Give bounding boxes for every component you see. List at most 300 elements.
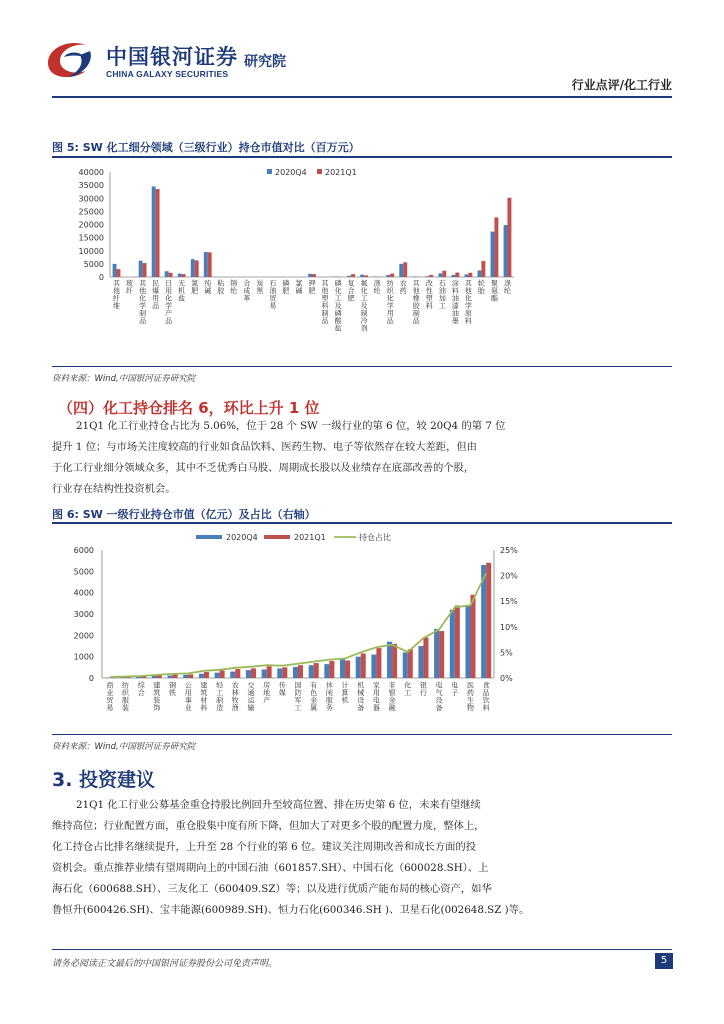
bar-2021Q1 [439,631,444,678]
bar-2020Q4 [334,276,338,277]
x-category-label: 设 [435,696,443,705]
x-category-label: 维 [113,302,121,310]
bar-2020Q4 [491,232,495,277]
bar-2020Q4 [403,652,408,678]
bar-2020Q4 [356,657,361,678]
report-category: 行业点评/化工行业 [571,78,672,92]
bar-2021Q1 [494,217,498,277]
bar-2021Q1 [208,252,212,277]
x-category-label: 成 [243,287,251,295]
x-category-label: 建 [200,681,208,690]
x-category-label: 品 [386,317,394,325]
x-category-label: 无 [178,279,186,288]
bar-2021Q1 [173,675,178,678]
x-category-label: 筑 [200,689,208,697]
x-category-label: 综 [137,681,145,690]
bar-2021Q1 [329,661,334,678]
x-category-label: 计 [341,681,349,690]
legend-label-2021Q1: 2021Q1 [325,168,357,177]
x-category-label: 化 [334,287,342,295]
x-category-label: 属 [310,704,318,712]
bar-2020Q4 [152,186,156,277]
y2-tick-label: 25% [500,546,518,555]
x-category-label: 药 [399,287,407,295]
x-category-label: 制 [321,309,329,318]
bar-2020Q4 [399,264,403,277]
bar-2020Q4 [504,225,508,277]
x-category-label: 爆 [152,287,160,295]
x-category-label: 学 [139,302,147,310]
bar-2020Q4 [215,673,220,678]
x-category-label: 胎 [477,287,485,295]
x-category-label: 学 [165,302,173,310]
section3-line: 海石化（600688.SH）、三友化工（600409.SZ）等；以及进行优质产能布局的核心资产，如华 [52,883,492,895]
x-category-label: 氮 [191,279,199,288]
legend-label-share: 持仓占比 [359,533,391,542]
y-tick-label: 4000 [73,588,94,598]
bar-2021Q1 [403,262,407,277]
x-category-label: 筑 [153,689,161,697]
x-category-label: 油 [438,287,446,295]
x-category-label: 休 [325,681,333,690]
x-category-label: 金 [310,696,318,705]
x-category-label: 墨 [451,317,459,325]
x-category-label: 地 [263,689,271,697]
figure6-title: 图 6: SW 一级行业持仓市值（亿元）及占比（右轴） [52,508,316,521]
company-logo [40,35,310,85]
x-category-label: 塑 [425,294,433,303]
x-category-label: 复 [347,279,355,288]
section3-paragraph [52,795,674,921]
x-category-label: 涂 [451,279,459,288]
x-category-label: 性 [425,287,433,295]
x-category-label: 磷 [334,309,342,318]
x-category-label: 色 [310,689,318,697]
x-category-label: 务 [325,704,333,712]
bar-2021Q1 [298,665,303,678]
figure5-bottom-rule [52,366,672,367]
section3-line: 化工持仓占比排名继续提升，上升至 28 个行业的第 6 位。建议关注周期改善和成长方面的投 [52,841,477,853]
y-tick-label: 40000 [78,168,104,177]
x-category-label: 学 [386,302,394,310]
bar-2021Q1 [376,648,381,678]
x-category-label: 磷 [282,279,290,288]
bar-2020Q4 [386,275,390,277]
bar-2020Q4 [347,276,351,277]
y-tick-label: 35000 [78,181,104,191]
x-category-label: 工 [438,302,446,310]
legend-label-2020Q4: 2020Q4 [226,533,258,542]
x-category-label: 铁 [169,689,177,697]
legend-label-2021Q1: 2021Q1 [294,533,326,542]
x-category-label: 碱 [295,287,303,295]
x-category-label: 纺 [122,681,130,690]
x-category-label: 电 [435,681,443,690]
section4-heading: （四）化工持仓排名 6，环比上升 1 位 [58,399,320,417]
figure6-top-rule [52,522,672,524]
x-category-label: 料 [482,704,490,712]
bar-2020Q4 [451,275,455,277]
bar-2021Q1 [392,644,397,678]
bar-2021Q1 [282,667,287,678]
bar-2020Q4 [478,270,482,277]
x-category-label: 家 [372,681,380,690]
logo-subtitle: 研究院 [244,54,286,70]
x-category-label: 胶 [217,287,225,295]
bar-2021Q1 [195,260,199,277]
figure5-title: 图 5: SW 化工细分领域（三级行业）持仓市值对比（百万元） [52,141,360,154]
x-category-label: 料 [451,287,459,295]
x-category-label: 钾 [308,279,316,288]
x-category-label: 机 [341,696,349,705]
x-category-label: 盐 [334,324,342,333]
x-category-label: 工 [216,689,224,697]
y2-tick-label: 10% [500,622,518,632]
bar-2020Q4 [412,276,416,277]
section3-heading: 3. 投资建议 [52,769,156,791]
bar-2020Q4 [450,610,455,678]
x-category-label: 合 [137,689,145,697]
x-category-label: 输 [247,704,255,712]
bar-2021Q1 [470,595,475,678]
x-category-label: 物 [466,704,474,712]
bar-2021Q1 [312,274,316,277]
y-tick-label: 6000 [73,546,94,555]
figure6-bottom-rule [52,734,672,735]
bar-2020Q4 [191,259,195,277]
x-category-label: 用 [184,689,192,697]
x-category-label: 机 [178,287,186,295]
bar-2020Q4 [230,672,235,678]
bar-2020Q4 [199,674,204,678]
y-tick-label: 0 [88,674,94,683]
x-category-label: 电 [372,696,380,705]
x-category-label: 其 [321,279,329,288]
x-category-label: 公 [184,681,192,690]
y-tick-label: 1000 [73,652,94,662]
galaxy-logo-icon [40,35,100,85]
x-category-label: 石 [438,279,446,288]
x-category-label: 装 [122,704,130,712]
x-category-label: 闲 [325,689,333,697]
x-category-label: 油 [451,309,459,318]
header-rule [52,96,672,98]
x-category-label: 轮 [477,279,485,288]
x-category-label: 品 [412,317,420,325]
x-category-label: 业 [184,704,192,712]
bar-2020Q4 [262,669,267,678]
x-category-label: 品 [152,302,160,310]
bar-2020Q4 [371,655,376,678]
bar-2021Q1 [182,274,186,277]
x-category-label: 运 [247,696,255,705]
bar-2020Q4 [340,659,345,678]
x-category-label: 通 [247,689,255,697]
section4-paragraph [52,416,674,500]
x-category-label: 纺 [386,279,394,288]
x-category-label: 军 [294,696,302,705]
x-category-label: 他 [321,287,329,295]
x-category-label: 制 [216,696,224,705]
bar-2020Q4 [139,261,143,277]
x-category-label: 料 [464,317,472,325]
bar-2020Q4 [360,275,364,277]
x-category-label: 涤 [373,279,381,288]
x-category-label: 器 [372,704,380,712]
legend-swatch-2021Q1 [264,535,290,539]
section4-line: 于化工行业细分领域众多，其中不乏优秀白马股、周期成长股以及业绩存在底部改善的个股， [52,462,475,474]
x-category-label: 其 [412,279,420,288]
x-category-label: 纶 [373,287,381,295]
y2-tick-label: 0% [500,674,513,683]
bar-2020Q4 [438,273,442,277]
y-tick-label: 10000 [78,246,104,256]
x-category-label: 纶 [503,287,511,295]
x-category-label: 品 [165,317,173,325]
y2-tick-label: 15% [500,597,518,607]
x-category-label: 品 [321,317,329,325]
x-category-label: 行 [419,689,427,697]
x-category-label: 生 [466,696,474,705]
x-category-label: 石 [269,279,277,288]
x-category-label: 改 [425,279,433,288]
x-category-label: 氟 [360,279,368,288]
x-category-label: 融 [388,704,396,712]
y2-tick-label: 5% [500,648,513,658]
section4-line: 21Q1 化工行业持仓占比为 5.06%，位于 28 个 SW 一级行业的第 6 位，较 20Q4 的第 7 位 [76,420,506,432]
x-category-label: 房 [263,681,271,690]
x-category-label: 备 [435,704,443,712]
x-category-label: 料 [425,302,433,310]
x-category-label: 林 [231,689,239,697]
x-category-label: 橡 [412,294,420,303]
logo-text-cn: 中国银河证券 [106,45,238,69]
x-category-label: 他 [139,287,147,295]
x-category-label: 胶 [412,302,420,310]
y2-tick-label: 20% [500,571,518,581]
y-tick-label: 30000 [78,194,104,204]
x-category-label: 肥 [347,294,355,303]
x-category-label: 工 [404,689,412,697]
x-category-label: 用 [165,287,173,295]
y-tick-label: 5000 [83,259,104,269]
x-category-label: 氨 [490,287,498,295]
x-category-label: 炭 [256,279,264,288]
bar-2021Q1 [364,275,368,277]
bar-2020Q4 [152,676,157,678]
footer-disclaimer: 请务必阅读正文最后的中国银河证券股份公司免责声明。 [52,959,278,969]
x-category-label: 料 [321,302,329,310]
bar-2021Q1 [188,674,193,678]
bar-2020Q4 [309,665,314,678]
bar-2021Q1 [117,269,121,277]
x-category-label: 他 [113,287,121,295]
bar-2020Q4 [465,605,470,678]
x-category-label: 制 [412,309,420,318]
x-category-label: 料 [200,704,208,712]
x-category-label: 钢 [169,681,177,690]
x-category-label: 电 [451,681,459,690]
x-category-label: 织 [122,689,130,697]
x-category-label: 革 [243,294,251,303]
bar-2021Q1 [251,668,256,678]
x-category-label: 事 [184,696,192,705]
x-category-label: 轻 [216,681,224,690]
bar-2021Q1 [235,669,240,678]
x-category-label: 材 [200,696,208,705]
x-category-label: 肥 [191,287,199,295]
x-category-label: 纤 [113,294,121,303]
x-category-label: 他 [412,287,420,295]
x-category-label: 易 [269,302,277,310]
bar-2021Q1 [267,666,272,678]
x-category-label: 原 [464,309,472,318]
x-category-label: 化 [165,294,173,303]
x-category-label: 医 [466,681,474,690]
bar-2020Q4 [324,664,329,678]
bar-2021Q1 [455,605,460,678]
x-category-label: 用 [152,294,160,303]
x-category-label: 气 [435,689,443,697]
section3-line: 鲁恒升(600426.SH)、宝丰能源(600989.SH)、恒力石化(600346.SH )、卫星石化(002648.SZ )等。 [52,904,530,916]
x-category-label: 产 [165,309,173,318]
x-category-label: 民 [152,279,160,288]
bar-2021Q1 [345,661,350,678]
x-category-label: 油 [451,294,459,303]
bar-2021Q1 [361,653,366,678]
bar-2021Q1 [204,672,209,678]
x-category-label: 合 [243,279,251,288]
x-category-label: 肥 [282,287,290,295]
x-category-label: 酸 [334,317,342,325]
x-category-label: 织 [386,287,394,295]
x-category-label: 子 [451,689,459,697]
x-category-label: 饰 [153,704,161,712]
bar-2020Q4 [246,670,251,678]
bar-2021Q1 [143,263,147,277]
x-category-label: 聚 [490,279,498,288]
x-category-label: 有 [310,681,318,690]
figure5-source: 资料来源：Wind,中国银河证券研究院 [52,374,196,384]
x-category-label: 食 [482,681,490,690]
x-category-label: 纤 [126,287,134,295]
bar-2021Q1 [486,563,491,678]
x-category-label: 磷 [334,279,342,288]
bar-2020Q4 [183,675,188,678]
bar-2020Q4 [387,642,392,678]
x-category-label: 碱 [204,287,212,295]
x-category-label: 用 [386,309,394,318]
section3-line: 维持高位；行业配置方面，重仓股集中度有所下降，但加大了对更多个股的配置力度，整体上， [52,820,485,832]
x-category-label: 玻 [126,279,134,288]
x-category-label: 加 [438,294,446,303]
figure5-top-rule [52,156,672,158]
x-category-label: 建 [153,681,161,690]
bar-2021Q1 [156,189,160,277]
figure5-chart [52,160,522,365]
x-category-label: 银 [419,681,427,690]
bar-2021Q1 [314,663,319,678]
y-tick-label: 0 [98,273,104,282]
x-category-label: 机 [357,681,365,690]
x-category-label: 学 [464,302,472,310]
y-tick-label: 15000 [78,233,104,243]
section4-line: 行业存在结构性投资机会。 [52,483,176,495]
bar-2020Q4 [165,271,169,277]
bar-2021Q1 [220,671,225,678]
bar-2021Q1 [429,275,433,277]
bar-2021Q1 [351,274,355,277]
x-category-label: 农 [399,279,407,288]
x-category-label: 盐 [178,294,186,303]
bar-2020Q4 [308,274,312,277]
y-tick-label: 25000 [78,207,104,217]
x-category-label: 交 [247,681,255,690]
x-category-label: 牧 [231,696,239,705]
x-category-label: 纯 [204,279,212,288]
x-category-label: 酯 [490,294,498,303]
x-category-label: 工 [360,294,368,303]
x-category-label: 品 [482,689,490,697]
x-category-label: 制 [360,309,368,318]
figure6-chart [52,527,532,732]
bar-2020Q4 [168,675,173,678]
x-category-label: 肥 [308,287,316,295]
legend-swatch-2020Q4 [267,169,272,174]
share-line [110,573,486,677]
x-category-label: 化 [360,287,368,295]
x-category-label: 剂 [360,324,368,333]
bar-2021Q1 [390,274,394,277]
x-category-label: 备 [357,704,365,712]
x-category-label: 防 [294,689,302,697]
y-tick-label: 20000 [78,220,104,230]
section3-line: 资机会。重点推荐业绩有望周期向上的中国石油（601857.SH）、中国石化（600028.SH）、上 [52,862,489,874]
x-category-label: 化 [386,294,394,303]
x-category-label: 贸 [269,294,277,303]
x-category-label: 其 [113,279,121,288]
legend-swatch-2020Q4 [196,535,222,539]
x-category-label: 锦 [230,279,238,288]
x-category-label: 贸 [106,696,114,705]
figure6-source: 资料来源：Wind,中国银河证券研究院 [52,742,196,752]
x-category-label: 饮 [482,696,490,705]
x-category-label: 易 [106,704,114,712]
bar-2021Q1 [442,271,446,277]
x-category-label: 渔 [231,704,239,712]
x-category-label: 算 [341,689,349,697]
x-category-label: 农 [231,681,239,690]
x-category-label: 漆 [451,302,459,310]
x-category-label: 金 [388,696,396,705]
bar-2020Q4 [464,274,468,277]
y-tick-label: 5000 [73,567,94,577]
x-category-label: 媒 [278,689,286,697]
x-category-label: 及 [334,302,342,310]
x-category-label: 工 [294,704,302,712]
x-category-label: 日 [165,279,173,288]
x-category-label: 合 [347,287,355,295]
bar-2020Q4 [178,274,182,277]
legend-swatch-2021Q1 [317,169,322,174]
x-category-label: 产 [263,696,271,705]
x-category-label: 氯 [295,279,303,288]
bar-2020Q4 [293,667,298,678]
x-category-label: 业 [106,689,114,697]
x-category-label: 银 [388,689,396,697]
x-category-label: 冷 [360,317,368,325]
x-category-label: 工 [334,294,342,303]
